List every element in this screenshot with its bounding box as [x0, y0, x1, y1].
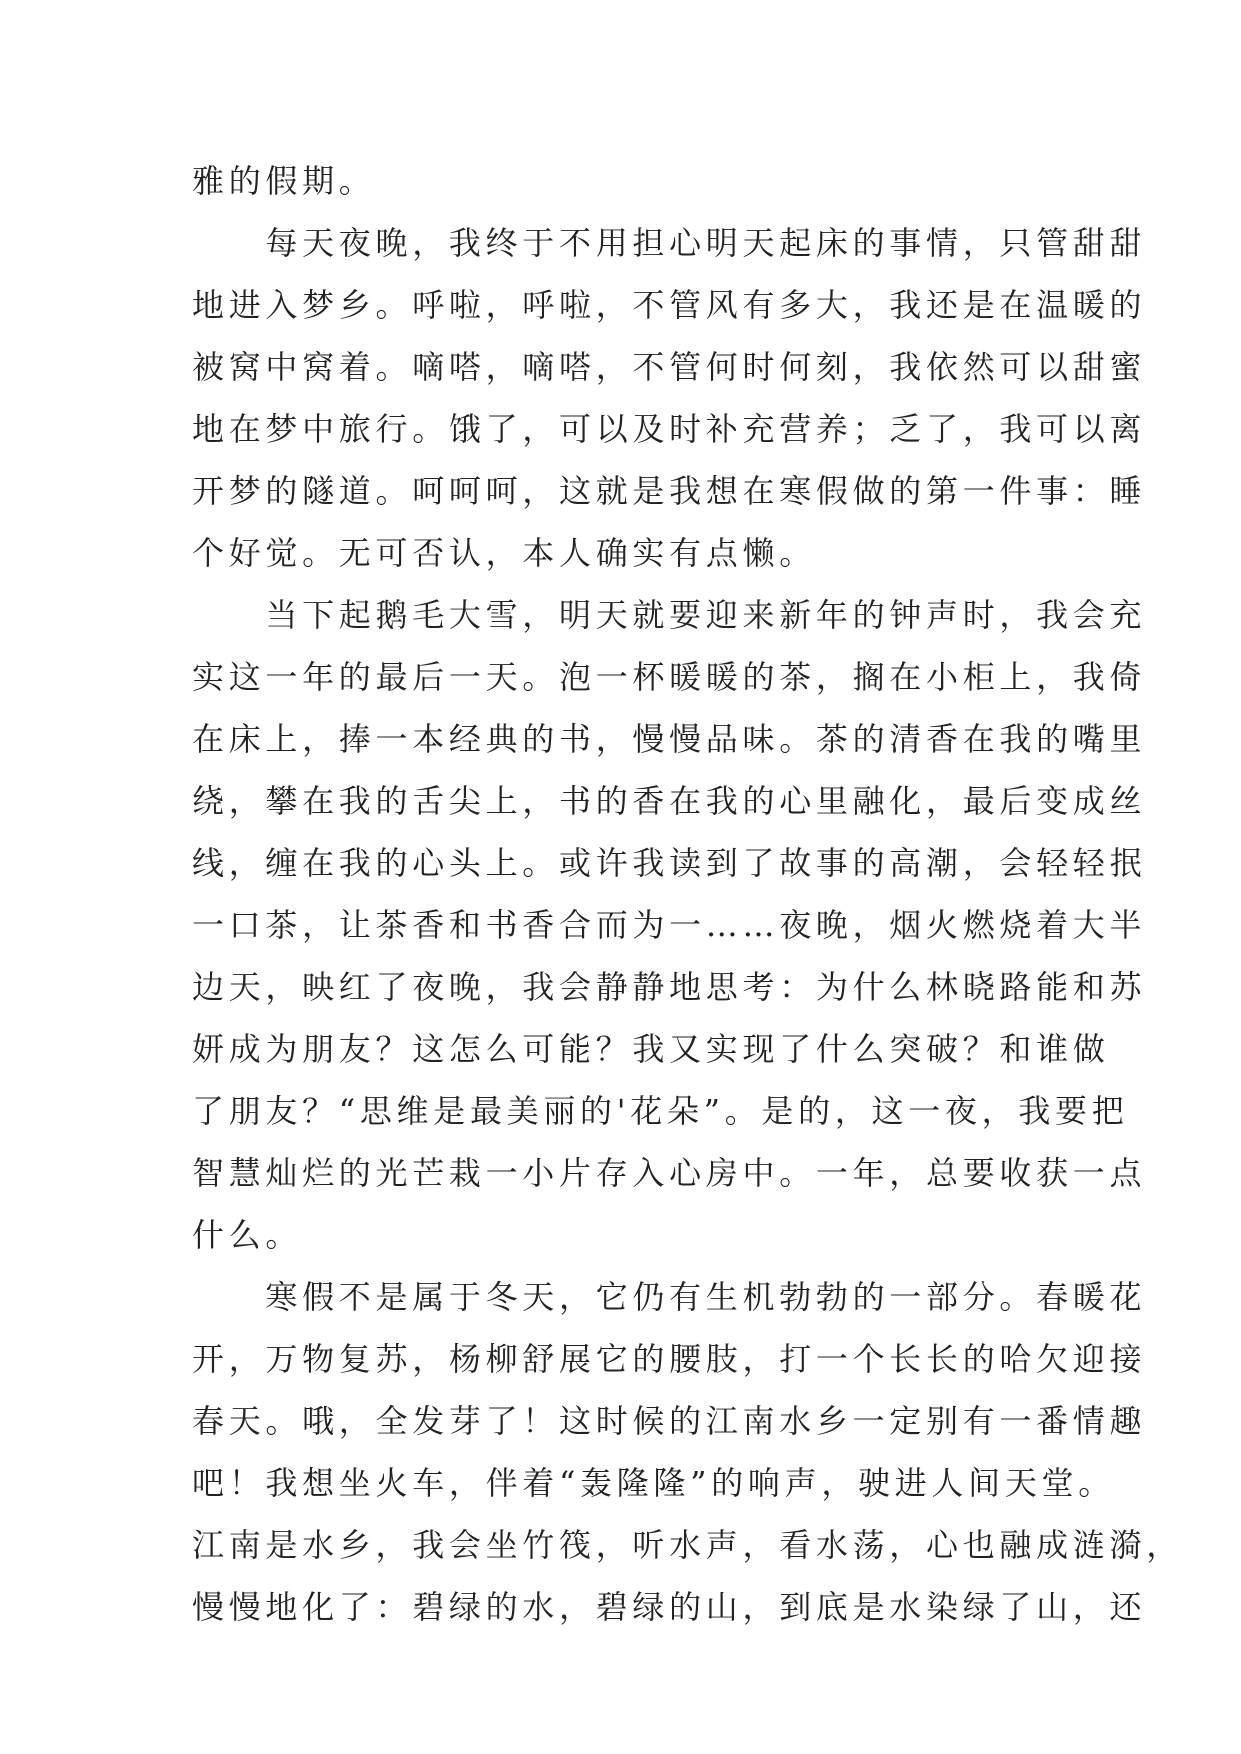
- text-line: 春天。哦，全发芽了！这时候的江南水乡一定别有一番情趣: [192, 1402, 1147, 1440]
- text-line: 江南是水乡，我会坐竹筏，听水声，看水荡，心也融成涟漪，: [192, 1526, 1183, 1564]
- text-line: 慢慢地化了：碧绿的水，碧绿的山，到底是水染绿了山，还: [192, 1588, 1147, 1626]
- text-line: 什么。: [192, 1216, 303, 1254]
- text-line: 地在梦中旅行。饿了，可以及时补充营养；乏了，我可以离: [192, 410, 1147, 448]
- text-line: 边天，映红了夜晚，我会静静地思考：为什么林晓路能和苏: [192, 968, 1147, 1006]
- text-line: 个好觉。无可否认，本人确实有点懒。: [192, 534, 816, 572]
- text-line: 当下起鹅毛大雪，明天就要迎来新年的钟声时，我会充: [192, 596, 1147, 634]
- text-line: 线，缠在我的心头上。或许我读到了故事的高潮，会轻轻抿: [192, 844, 1147, 882]
- text-line: 开梦的隧道。呵呵呵，这就是我想在寒假做的第一件事：睡: [192, 472, 1147, 510]
- text-line: 开，万物复苏，杨柳舒展它的腰肢，打一个长长的哈欠迎接: [192, 1340, 1147, 1378]
- text-line: 智慧灿烂的光芒栽一小片存入心房中。一年，总要收获一点: [192, 1154, 1147, 1192]
- body-text: [192, 150, 1183, 1638]
- text-line: 被窝中窝着。嘀嗒，嘀嗒，不管何时何刻，我依然可以甜蜜: [192, 348, 1147, 386]
- text-line: 妍成为朋友？这怎么可能？我又实现了什么突破？和谁做: [192, 1030, 1110, 1068]
- text-line: 雅的假期。: [192, 162, 376, 200]
- text-line: 地进入梦乡。呼啦，呼啦，不管风有多大，我还是在温暖的: [192, 286, 1147, 324]
- text-line: 寒假不是属于冬天，它仍有生机勃勃的一部分。春暖花: [192, 1278, 1147, 1316]
- text-line: 在床上，捧一本经典的书，慢慢品味。茶的清香在我的嘴里: [192, 720, 1147, 758]
- text-line: 绕，攀在我的舌尖上，书的香在我的心里融化，最后变成丝: [192, 782, 1147, 820]
- text-line: 实这一年的最后一天。泡一杯暖暖的茶，搁在小柜上，我倚: [192, 658, 1147, 696]
- text-line: 一口茶，让茶香和书香合而为一……夜晚，烟火燃烧着大半: [192, 906, 1147, 944]
- text-line: 吧！我想坐火车，伴着“轰隆隆”的响声，驶进人间天堂。: [192, 1464, 1115, 1502]
- text-line: 每天夜晚，我终于不用担心明天起床的事情，只管甜甜: [192, 224, 1147, 262]
- text-line: 了朋友？“思维是最美丽的'花朵”。是的，这一夜，我要把: [192, 1092, 1129, 1130]
